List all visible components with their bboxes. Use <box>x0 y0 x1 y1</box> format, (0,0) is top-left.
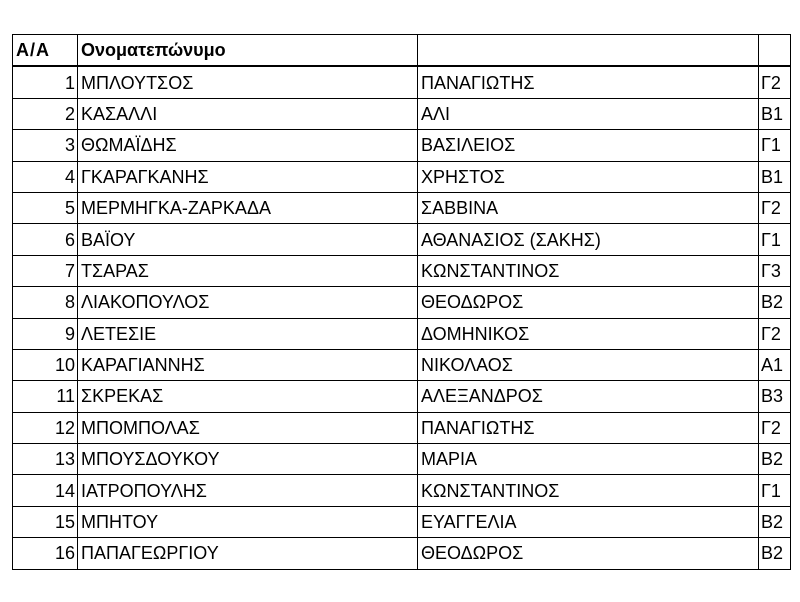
cell-aa: 1 <box>13 66 78 98</box>
cell-firstname: ΘΕΟΔΩΡΟΣ <box>418 287 759 318</box>
cell-class: Γ1 <box>759 130 791 161</box>
table-row <box>13 255 791 286</box>
cell-class: Β2 <box>759 444 791 475</box>
cell-surname: ΜΕΡΜΗΓΚΑ-ΖΑΡΚΑΔΑ <box>78 192 418 223</box>
cell-class: Γ3 <box>759 255 791 286</box>
table-row <box>13 192 791 223</box>
cell-aa: 5 <box>13 192 78 223</box>
cell-firstname: ΑΘΑΝΑΣΙΟΣ (ΣΑΚΗΣ) <box>418 224 759 255</box>
table-row <box>13 444 791 475</box>
cell-firstname: ΠΑΝΑΓΙΩΤΗΣ <box>418 66 759 98</box>
table-row <box>13 349 791 380</box>
cell-surname: ΒΑΪΟΥ <box>78 224 418 255</box>
cell-surname: ΓΚΑΡΑΓΚΑΝΗΣ <box>78 161 418 192</box>
cell-firstname: ΧΡΗΣΤΟΣ <box>418 161 759 192</box>
table-row <box>13 98 791 129</box>
cell-class: Β2 <box>759 506 791 537</box>
cell-class: Γ1 <box>759 224 791 255</box>
cell-firstname: ΚΩΝΣΤΑΝΤΙΝΟΣ <box>418 255 759 286</box>
cropped-title-strip <box>0 0 800 34</box>
cell-class: Γ1 <box>759 475 791 506</box>
header-firstname <box>418 35 759 67</box>
cell-surname: ΜΠΟΥΣΔΟΥΚΟΥ <box>78 444 418 475</box>
roster-body <box>13 66 791 569</box>
cell-firstname: ΑΛΕΞΑΝΔΡΟΣ <box>418 381 759 412</box>
table-row <box>13 224 791 255</box>
cell-aa: 3 <box>13 130 78 161</box>
cell-aa: 14 <box>13 475 78 506</box>
cell-aa: 13 <box>13 444 78 475</box>
cell-class: Α1 <box>759 349 791 380</box>
table-row <box>13 161 791 192</box>
cell-firstname: ΘΕΟΔΩΡΟΣ <box>418 538 759 569</box>
cell-aa: 2 <box>13 98 78 129</box>
cell-aa: 6 <box>13 224 78 255</box>
cell-aa: 12 <box>13 412 78 443</box>
cell-surname: ΜΠΟΜΠΟΛΑΣ <box>78 412 418 443</box>
cell-aa: 4 <box>13 161 78 192</box>
cell-firstname: ΠΑΝΑΓΙΩΤΗΣ <box>418 412 759 443</box>
cell-class: Γ2 <box>759 318 791 349</box>
cell-surname: ΘΩΜΑΪΔΗΣ <box>78 130 418 161</box>
table-row <box>13 506 791 537</box>
cell-firstname: ΣΑΒΒΙΝΑ <box>418 192 759 223</box>
table-row <box>13 287 791 318</box>
cell-class: Β2 <box>759 287 791 318</box>
cell-surname: ΜΠΗΤΟΥ <box>78 506 418 537</box>
header-aa: A/A <box>13 35 78 67</box>
cell-class: Γ2 <box>759 412 791 443</box>
cell-surname: ΜΠΛΟΥΤΣΟΣ <box>78 66 418 98</box>
cell-surname: ΚΑΡΑΓΙΑΝΝΗΣ <box>78 349 418 380</box>
cell-class: Β3 <box>759 381 791 412</box>
cell-firstname: ΕΥΑΓΓΕΛΙΑ <box>418 506 759 537</box>
cell-surname: ΠΑΠΑΓΕΩΡΓΙΟΥ <box>78 538 418 569</box>
cell-class: Β1 <box>759 98 791 129</box>
cell-class: Γ2 <box>759 192 791 223</box>
cell-surname: ΚΑΣΑΛΛΙ <box>78 98 418 129</box>
cell-firstname: ΒΑΣΙΛΕΙΟΣ <box>418 130 759 161</box>
cell-class: Β2 <box>759 538 791 569</box>
table-row <box>13 475 791 506</box>
cell-surname: ΙΑΤΡΟΠΟΥΛΗΣ <box>78 475 418 506</box>
cell-surname: ΛΙΑΚΟΠΟΥΛΟΣ <box>78 287 418 318</box>
cell-aa: 15 <box>13 506 78 537</box>
cell-aa: 10 <box>13 349 78 380</box>
cell-surname: ΣΚΡΕΚΑΣ <box>78 381 418 412</box>
header-name: Ονοματεπώνυμο <box>78 35 418 67</box>
cell-surname: ΤΣΑΡΑΣ <box>78 255 418 286</box>
table-row <box>13 538 791 569</box>
cell-class: Β1 <box>759 161 791 192</box>
cell-aa: 9 <box>13 318 78 349</box>
table-row <box>13 130 791 161</box>
table-row <box>13 412 791 443</box>
header-class <box>759 35 791 67</box>
cell-firstname: ΔΟΜΗΝΙΚΟΣ <box>418 318 759 349</box>
cell-class: Γ2 <box>759 66 791 98</box>
cell-aa: 8 <box>13 287 78 318</box>
cell-firstname: ΚΩΝΣΤΑΝΤΙΝΟΣ <box>418 475 759 506</box>
table-row <box>13 381 791 412</box>
header-row <box>13 35 791 67</box>
table-row <box>13 66 791 98</box>
table-row <box>13 318 791 349</box>
roster-table <box>12 34 791 570</box>
cell-firstname: ΜΑΡΙΑ <box>418 444 759 475</box>
cell-firstname: ΝΙΚΟΛΑΟΣ <box>418 349 759 380</box>
cell-firstname: ΑΛΙ <box>418 98 759 129</box>
cell-aa: 7 <box>13 255 78 286</box>
cell-surname: ΛΕΤΕΣΙΕ <box>78 318 418 349</box>
cell-aa: 11 <box>13 381 78 412</box>
cell-aa: 16 <box>13 538 78 569</box>
